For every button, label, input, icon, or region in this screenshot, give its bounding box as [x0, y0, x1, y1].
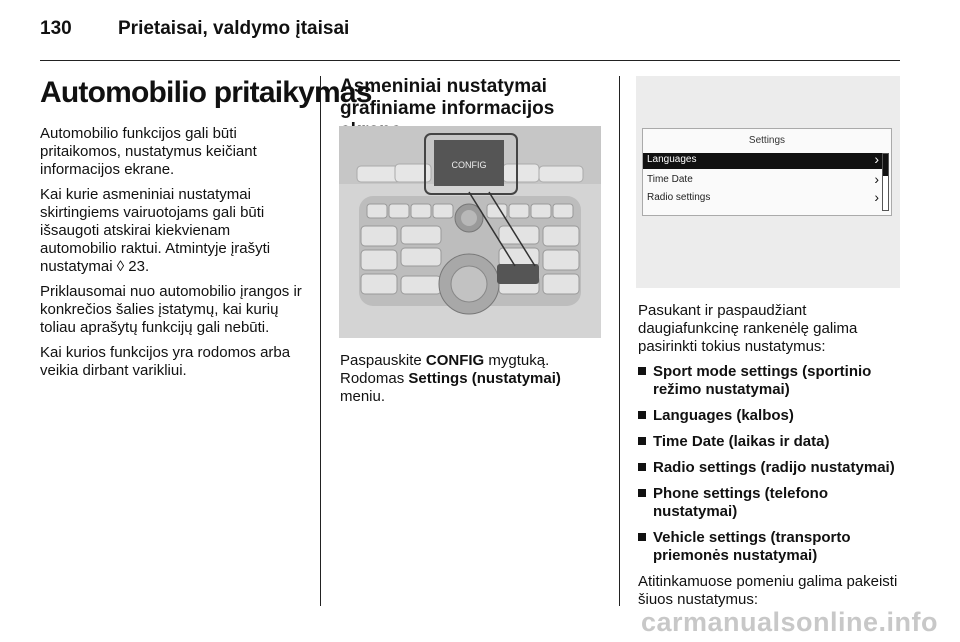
- paragraph: Automobilio funkcijos gali būti pritaikomos, nustatymus keičiant informacijos ekrane.: [40, 125, 257, 178]
- paragraph: Kai kurios funkcijos yra rodomos arba veikia dirbant varikliui.: [40, 344, 291, 379]
- middle-captions: [340, 352, 610, 406]
- chapter-title: Prietaisai, valdymo įtaisai: [118, 18, 350, 39]
- subsection-title: Asmeniniai nustatymai grafiniame informacijos: [340, 76, 555, 119]
- paragraph: Kai kurie asmeniniai nustatymai skirtingiems vairuotojams gali būti išsaugoti atskirai kiekvienam automobilio raktui. Atmintyje įrašyti nustatymai ◊ 23.: [40, 186, 271, 275]
- page-number: 130: [40, 18, 72, 39]
- chevron-right-icon: ›: [874, 171, 879, 187]
- paragraph: Atitinkamuose pomeniu galima pakeisti šiuos nustatymus:: [638, 573, 898, 608]
- bullet-square-icon: [638, 489, 646, 497]
- list-item: Time Date (laikas ir data): [638, 433, 900, 451]
- right-column: [638, 302, 900, 616]
- settings-screen-image: [636, 76, 900, 288]
- watermark: carmanualsonline.info: [640, 607, 938, 637]
- bullet-square-icon: [638, 411, 646, 419]
- bullet-square-icon: [638, 437, 646, 445]
- paragraph: Pasukant ir paspaudžiant daugiafunkcinę rankenėlę galima pasirinkti tokius nustatymus:: [638, 302, 858, 355]
- caption-settings-menu: Rodomas Settings (nustatymai) meniu.: [340, 370, 561, 405]
- list-item: Vehicle settings (transporto priemonės nustatymai): [638, 529, 900, 565]
- console-illustration: [339, 126, 601, 338]
- chevron-right-icon: ›: [874, 151, 879, 167]
- console-photo: [339, 126, 601, 338]
- list-item: Languages (kalbos): [638, 407, 900, 425]
- header-rule: [40, 60, 900, 61]
- bullet-square-icon: [638, 463, 646, 471]
- scrollbar-thumb: [883, 154, 888, 176]
- paragraph: Priklausomai nuo automobilio įrangos ir konkrečios šalies įstatymų, kai kurių toliau aprašytų funkcijų gali nebūti.: [40, 283, 302, 336]
- settings-menu-label: Settings (nustatymai): [408, 370, 561, 387]
- reference-page[interactable]: 23.: [128, 258, 150, 275]
- settings-screen-title: Settings: [748, 135, 786, 146]
- section-title: Automobilio pritaikymas: [40, 76, 372, 109]
- list-item: Radio settings (radijo nustatymai): [638, 459, 900, 477]
- chevron-right-icon: ›: [874, 189, 879, 205]
- scrollbar: [882, 153, 889, 211]
- caption-press-config: Paspauskite CONFIG mygtuką.: [340, 352, 550, 369]
- svg-text:CONFIG: CONFIG: [451, 160, 487, 170]
- left-column: [40, 125, 308, 387]
- bullet-square-icon: [638, 367, 646, 375]
- list-item: Sport mode settings (sportinio režimo nustatymai): [638, 363, 900, 399]
- menu-item: Radio settings ›: [647, 189, 879, 205]
- list-item: Phone settings (telefono nustatymai): [638, 485, 900, 521]
- settings-display: [642, 128, 892, 216]
- menu-item: Time Date ›: [647, 171, 879, 187]
- bullet-square-icon: [638, 533, 646, 541]
- reference-arrow-icon: ◊: [116, 258, 125, 275]
- menu-item-selected: Languages ›: [643, 153, 883, 169]
- column-divider-2: [619, 76, 620, 606]
- config-button-label: CONFIG: [425, 352, 485, 369]
- column-divider-1: [320, 76, 321, 606]
